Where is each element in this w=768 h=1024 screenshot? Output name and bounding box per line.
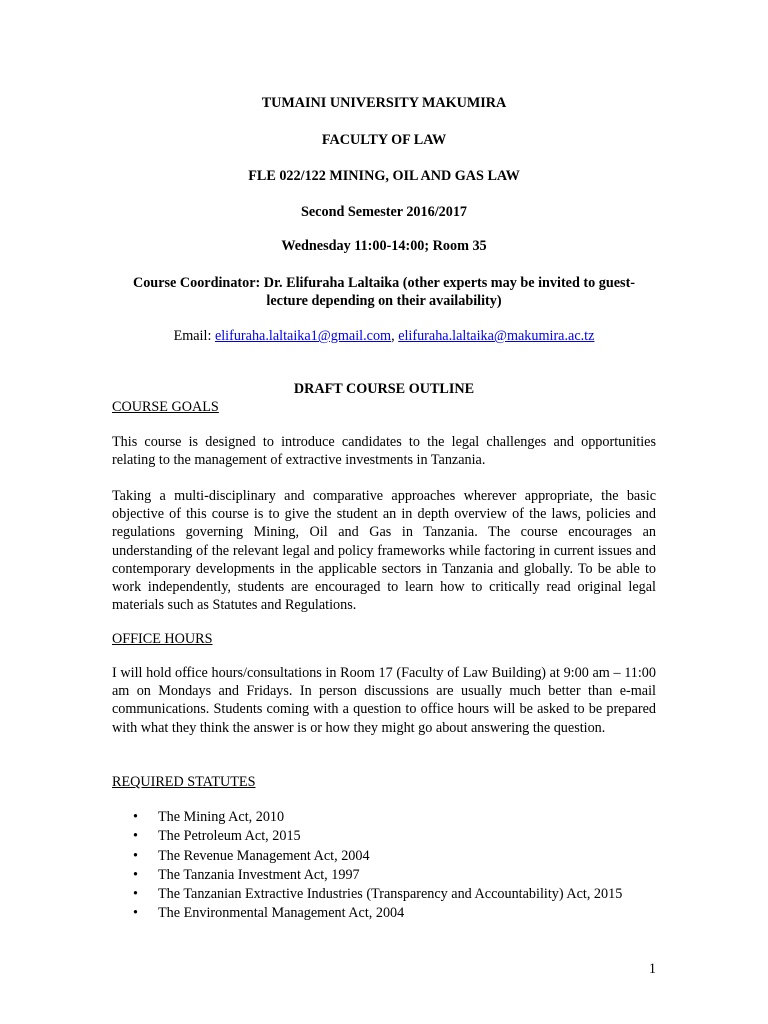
semester-line: Second Semester 2016/2017 xyxy=(300,204,468,220)
page-number: 1 xyxy=(648,961,656,977)
office-hours-heading: OFFICE HOURS xyxy=(112,631,213,647)
statute-text: The Environmental Management Act, 2004 xyxy=(158,905,405,922)
course-goals-paragraph-2: Taking a multi-disciplinary and comparative approaches wherever appropriate, the basic objective of this course is to give the student an in depth overview of the laws, policies and regulations governing Mining, Oil and Gas in Tanzania. The course encourages an understanding of the relevant legal and policy frameworks while factoring in current issues and contemporary developments in the applicable sectors in Tanzania and globally. To be able to work independently, students are encouraged to learn how to critically read original legal materials such as Statutes and Regulations. xyxy=(112,488,656,614)
statute-text: The Revenue Management Act, 2004 xyxy=(158,847,370,864)
statute-text: The Tanzania Investment Act, 1997 xyxy=(158,866,360,883)
bullet-icon: • xyxy=(133,886,138,903)
list-item xyxy=(112,866,672,885)
list-item xyxy=(112,827,672,846)
statute-text: The Mining Act, 2010 xyxy=(158,809,285,825)
course-goals-paragraph-1: This course is designed to introduce candidates to the legal challenges and opportunities relating to the management of extractive investments in Tanzania. xyxy=(112,434,656,469)
email-label: Email: xyxy=(173,328,215,344)
statutes-list xyxy=(112,808,672,924)
email-separator: , xyxy=(391,328,399,344)
bullet-icon: • xyxy=(133,828,138,845)
bullet-icon: • xyxy=(133,866,138,883)
email-link-gmail[interactable]: elifuraha.laltaika1@gmail.com xyxy=(214,328,392,344)
schedule-line: Wednesday 11:00-14:00; Room 35 xyxy=(281,238,487,254)
statute-text: The Tanzanian Extractive Industries (Transparency and Accountability) Act, 2015 xyxy=(158,886,623,903)
list-item xyxy=(112,904,672,923)
bullet-icon: • xyxy=(133,847,138,864)
coordinator-line-1: Course Coordinator: Dr. Elifuraha Laltaika (other experts may be invited to guest- xyxy=(132,275,636,291)
office-hours-paragraph: I will hold office hours/consultations in Room 17 (Faculty of Law Building) at 9:00 am – 11:00 am on Mondays and Fridays. In person discussions are usually much better than e-mail communications. Students coming with a question to office hours will be asked to be prepared with what they think the answer is or how they might go about answering the question. xyxy=(112,665,656,736)
coordinator-line xyxy=(112,274,656,310)
email-line xyxy=(112,327,656,345)
outline-title: DRAFT COURSE OUTLINE xyxy=(293,381,475,397)
required-statutes-heading: REQUIRED STATUTES xyxy=(112,774,256,790)
course-title: FLE 022/122 MINING, OIL AND GAS LAW xyxy=(248,168,520,184)
statute-text: The Petroleum Act, 2015 xyxy=(158,828,301,845)
list-item xyxy=(112,808,672,827)
email-link-makumira[interactable]: elifuraha.laltaika@makumira.ac.tz xyxy=(398,328,595,344)
coordinator-line-2: lecture depending on their availability) xyxy=(266,293,502,309)
university-title: TUMAINI UNIVERSITY MAKUMIRA xyxy=(261,95,507,111)
bullet-icon: • xyxy=(133,809,138,825)
list-item xyxy=(112,885,672,904)
list-item xyxy=(112,847,672,866)
bullet-icon: • xyxy=(133,905,138,922)
course-goals-heading: COURSE GOALS xyxy=(112,399,219,415)
faculty-title: FACULTY OF LAW xyxy=(321,132,447,148)
